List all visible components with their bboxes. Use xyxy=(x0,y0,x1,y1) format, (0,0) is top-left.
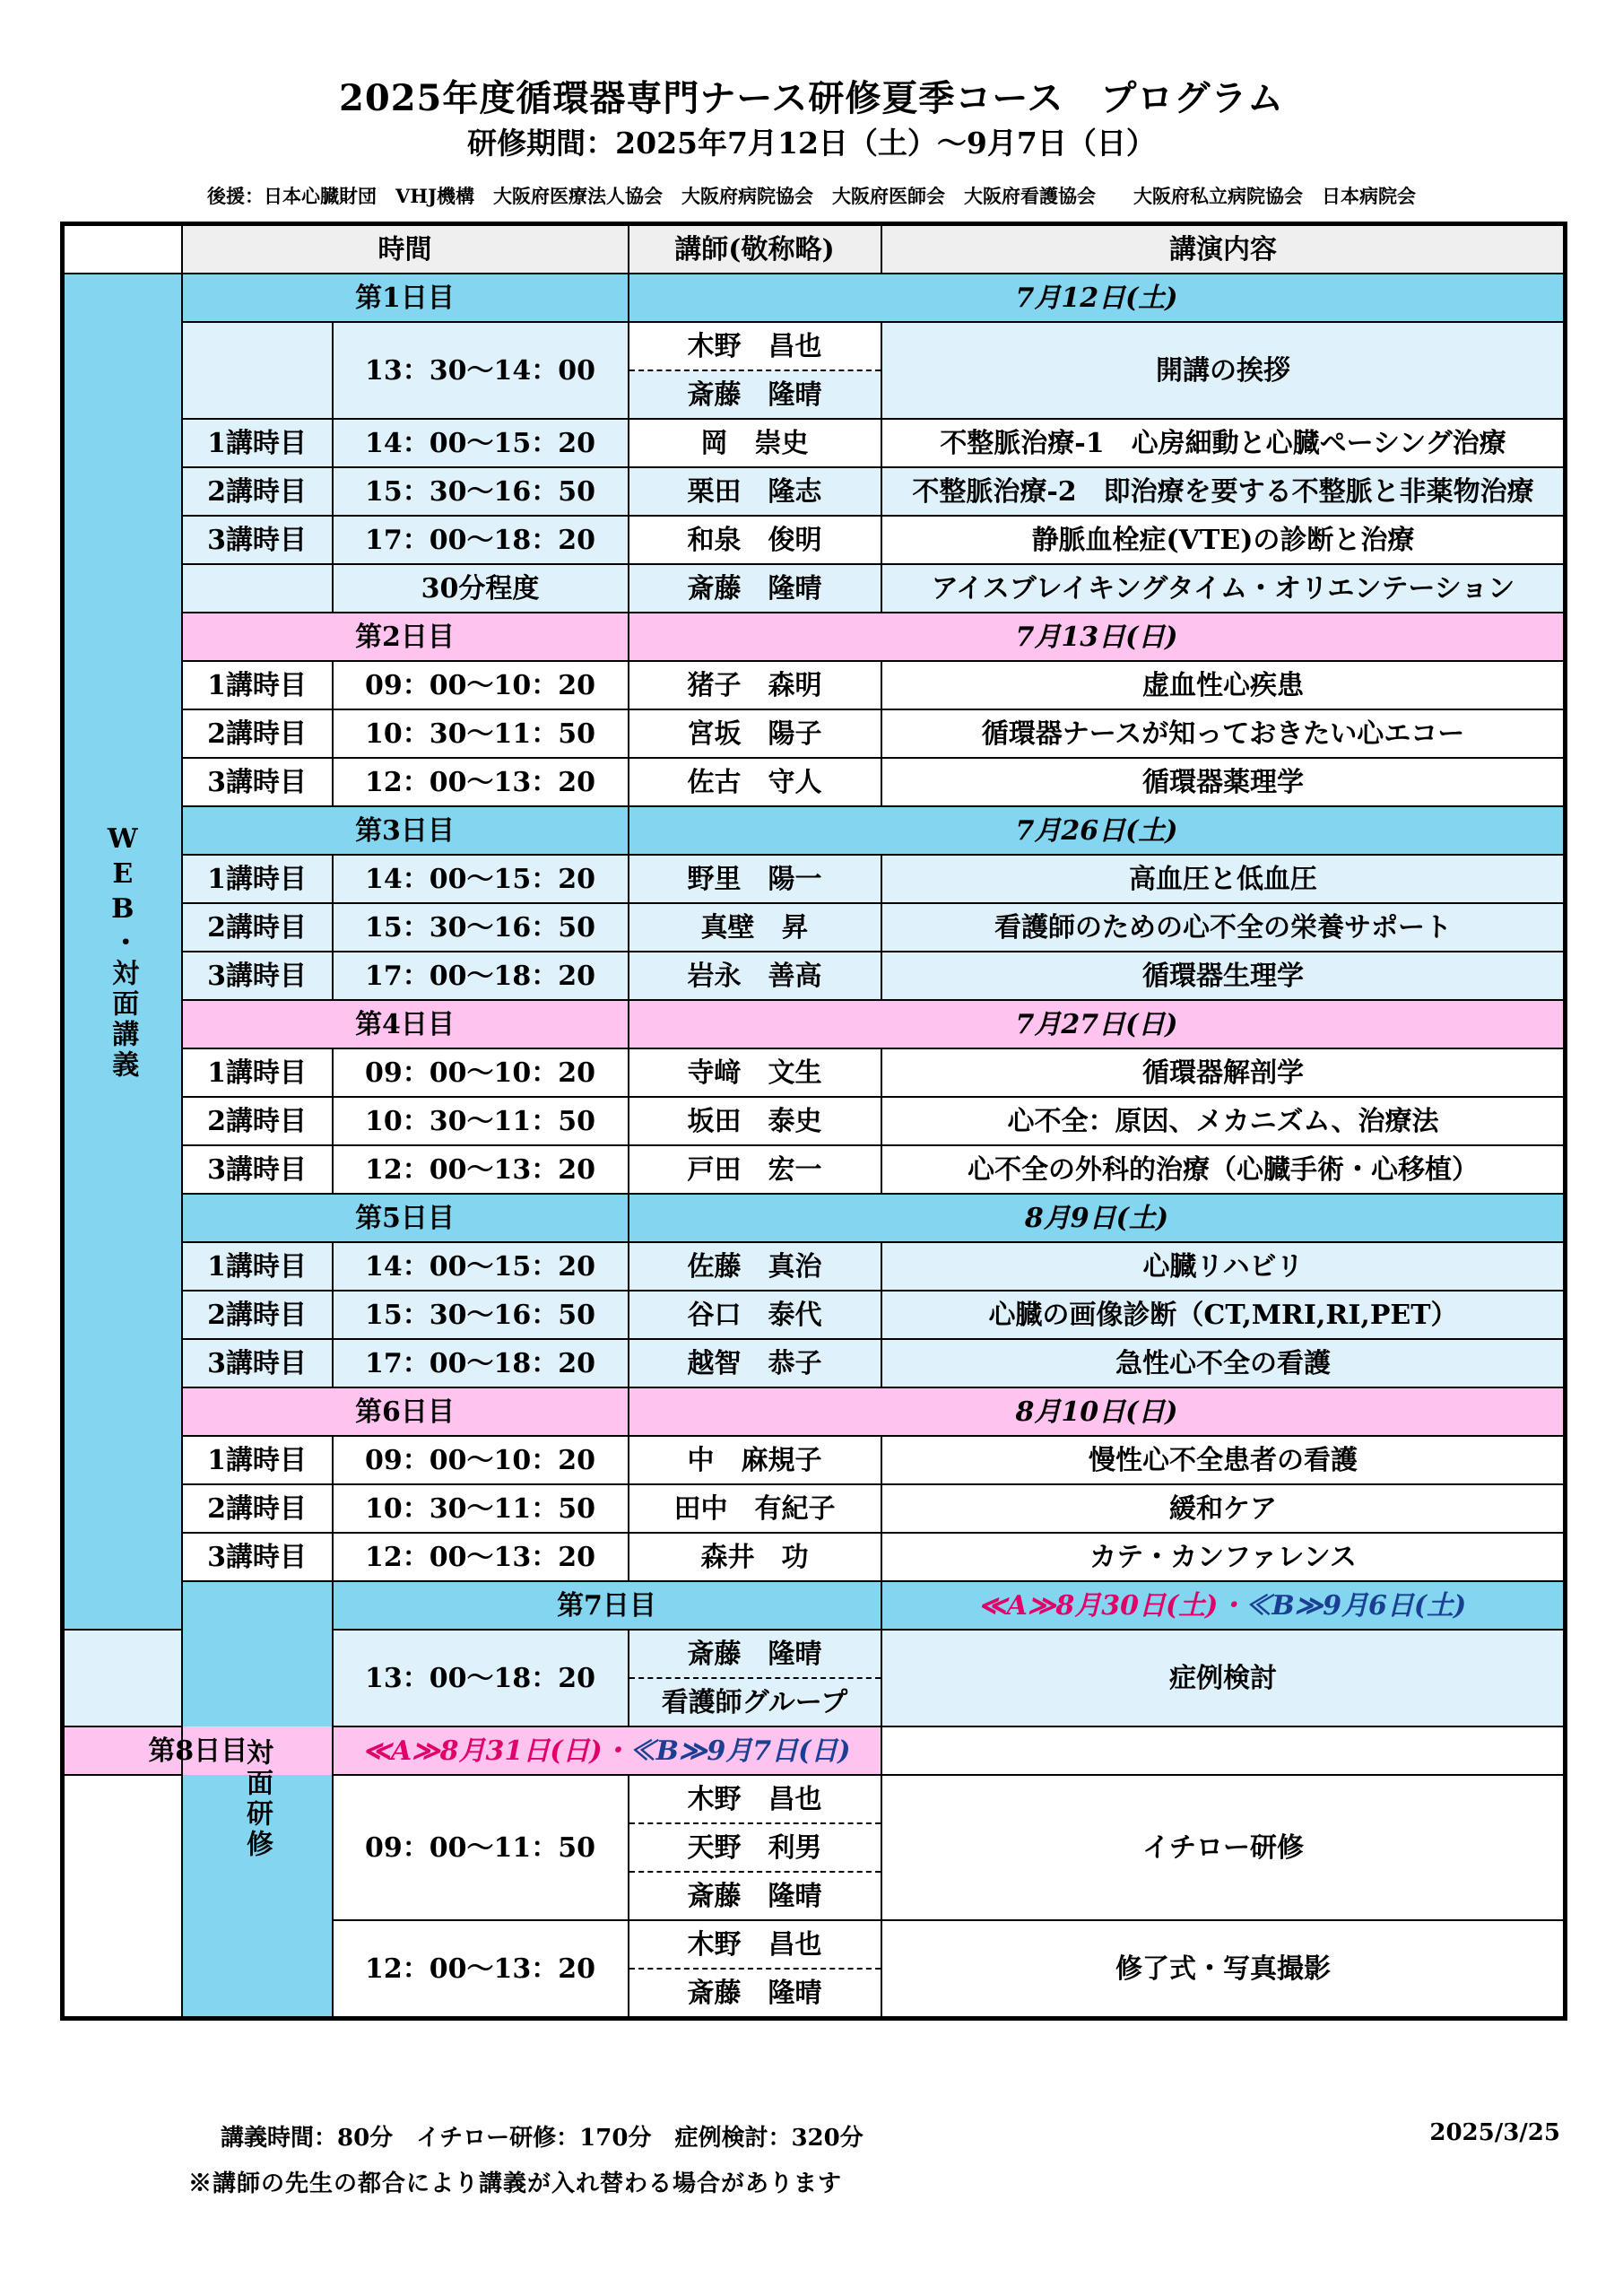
lecturer-cell: 木野 昌也 xyxy=(629,1775,881,1823)
content-cell: 開講の挨拶 xyxy=(881,322,1566,419)
lecturer-cell: 斎藤 隆晴 xyxy=(629,1630,881,1678)
lecturer-cell: 和泉 俊明 xyxy=(629,516,881,564)
content-cell: 循環器薬理学 xyxy=(881,758,1566,806)
header-time: 時間 xyxy=(182,224,629,274)
time-cell: 13：30～14：00 xyxy=(333,322,629,419)
lecturer-cell: 佐古 守人 xyxy=(629,758,881,806)
time-cell: 17：00～18：20 xyxy=(333,1339,629,1387)
period-cell: 3講時目 xyxy=(182,758,333,806)
table-row xyxy=(63,1242,1566,1291)
time-cell: 09：00～10：20 xyxy=(333,661,629,709)
table-header xyxy=(63,224,1566,274)
day-date: 7月26日(土) xyxy=(629,806,1566,855)
period-cell: 2講時目 xyxy=(182,467,333,516)
day-header xyxy=(63,1194,1566,1242)
day-label: 第7日目 xyxy=(333,1581,881,1630)
table-row xyxy=(63,1097,1566,1145)
table-row xyxy=(63,661,1566,709)
period-cell: 3講時目 xyxy=(182,952,333,1000)
header-lecturer: 講師(敬称略) xyxy=(629,224,881,274)
content-cell: 急性心不全の看護 xyxy=(881,1339,1566,1387)
period-cell: 1講時目 xyxy=(182,1242,333,1291)
period-cell: 3講時目 xyxy=(182,1533,333,1581)
table-row xyxy=(63,467,1566,516)
content-cell: 緩和ケア xyxy=(881,1484,1566,1533)
time-cell: 09：00～10：20 xyxy=(333,1436,629,1484)
header-content: 講演内容 xyxy=(881,224,1566,274)
header-blank xyxy=(63,224,182,274)
section-label-web: WEB・対面講義 xyxy=(63,274,182,1630)
date-a: ≪A≫8月30日(土) xyxy=(978,1589,1219,1622)
lecturer-cell: 田中 有紀子 xyxy=(629,1484,881,1533)
section-label-inperson: 対面研修 xyxy=(182,1581,333,2019)
period-cell: 2講時目 xyxy=(182,1097,333,1145)
day-label: 第2日目 xyxy=(182,613,629,661)
lecturer-cell: 戸田 宏一 xyxy=(629,1145,881,1194)
content-cell: 循環器解剖学 xyxy=(881,1048,1566,1097)
table-row xyxy=(63,419,1566,467)
time-cell: 15：30～16：50 xyxy=(333,467,629,516)
day-date: 8月10日(日) xyxy=(629,1387,1566,1436)
period-cell: 1講時目 xyxy=(182,1048,333,1097)
lecturer-cell: 斎藤 隆晴 xyxy=(629,1872,881,1920)
content-cell: 循環器生理学 xyxy=(881,952,1566,1000)
day-date: 8月9日(土) xyxy=(629,1194,1566,1242)
durations-note: 講義時間：80分 イチロー研修：170分 症例検討：320分 xyxy=(221,2125,864,2152)
time-cell: 09：00～10：20 xyxy=(333,1048,629,1097)
table-row xyxy=(63,1436,1566,1484)
content-cell: 心臓リハビリ xyxy=(881,1242,1566,1291)
lecturer-cell: 中 麻規子 xyxy=(629,1436,881,1484)
period-cell: 3講時目 xyxy=(182,516,333,564)
content-cell: イチロー研修 xyxy=(881,1775,1566,1920)
content-cell: 心不全：原因、メカニズム、治療法 xyxy=(881,1097,1566,1145)
table-row xyxy=(63,1339,1566,1387)
content-cell: 修了式・写真撮影 xyxy=(881,1920,1566,2019)
content-cell: 慢性心不全患者の看護 xyxy=(881,1436,1566,1484)
time-cell: 17：00～18：20 xyxy=(333,952,629,1000)
time-cell: 30分程度 xyxy=(333,564,629,613)
period-cell: 1講時目 xyxy=(182,1436,333,1484)
content-cell: 不整脈治療-2 即治療を要する不整脈と非薬物治療 xyxy=(881,467,1566,516)
table-row xyxy=(63,855,1566,903)
date-a: ≪A≫8月31日(日) xyxy=(362,1735,603,1767)
day-date: 7月12日(土) xyxy=(629,274,1566,322)
content-cell: 虚血性心疾患 xyxy=(881,661,1566,709)
period-cell: 2講時目 xyxy=(182,903,333,952)
sponsors: 後援：日本心臓財団 VHJ機構 大阪府医療法人協会 大阪府病院協会 大阪府医師会 大阪府看護協会 大阪府私立病院協会 日本病院会 xyxy=(206,185,1417,207)
table-row xyxy=(63,1048,1566,1097)
page-title: 2025年度循環器専門ナース研修夏季コース プログラム xyxy=(339,77,1284,119)
lecturer-cell: 真壁 昇 xyxy=(629,903,881,952)
time-cell: 12：00～13：20 xyxy=(333,1533,629,1581)
content-cell: 静脈血栓症(VTE)の診断と治療 xyxy=(881,516,1566,564)
table-row xyxy=(63,1291,1566,1339)
period-cell: 1講時目 xyxy=(182,855,333,903)
table-row xyxy=(63,709,1566,758)
time-cell: 10：30～11：50 xyxy=(333,1484,629,1533)
lecturer-cell: 斎藤 隆晴 xyxy=(629,564,881,613)
lecturer-cell: 木野 昌也 xyxy=(629,322,881,370)
date-b: ≪B≫9月6日(土) xyxy=(1245,1589,1467,1622)
date-separator: ・ xyxy=(602,1735,629,1767)
content-cell: カテ・カンファレンス xyxy=(881,1533,1566,1581)
table-row xyxy=(63,758,1566,806)
day-header xyxy=(63,1726,1566,1775)
day-header xyxy=(63,274,1566,322)
lecturer-cell: 越智 恭子 xyxy=(629,1339,881,1387)
day-header xyxy=(63,613,1566,661)
period-cell: 3講時目 xyxy=(182,1145,333,1194)
time-cell: 13：00～18：20 xyxy=(333,1630,629,1726)
lecturer-cell: 岩永 善高 xyxy=(629,952,881,1000)
table-row xyxy=(63,1145,1566,1194)
time-cell: 12：00～13：20 xyxy=(333,1920,629,2019)
day-label: 第1日目 xyxy=(182,274,629,322)
day-label: 第5日目 xyxy=(182,1194,629,1242)
period-cell: 2講時目 xyxy=(182,1484,333,1533)
date-separator: ・ xyxy=(1218,1589,1245,1622)
time-cell: 15：30～16：50 xyxy=(333,1291,629,1339)
document-date: 2025/3/25 xyxy=(1429,2119,1560,2146)
time-cell: 12：00～13：20 xyxy=(333,758,629,806)
day-header xyxy=(63,1000,1566,1048)
content-cell: 心臓の画像診断（CT,MRI,RI,PET） xyxy=(881,1291,1566,1339)
content-cell: 症例検討 xyxy=(881,1630,1566,1726)
table-row xyxy=(63,1484,1566,1533)
period-cell xyxy=(182,564,333,613)
period-cell: 1講時目 xyxy=(182,419,333,467)
content-cell: アイスブレイキングタイム・オリエンテーション xyxy=(881,564,1566,613)
program-table xyxy=(60,222,1567,2021)
time-cell: 09：00～11：50 xyxy=(333,1775,629,1920)
lecturer-cell: 岡 崇史 xyxy=(629,419,881,467)
lecturer-cell: 猪子 森明 xyxy=(629,661,881,709)
period-cell xyxy=(63,1775,182,2019)
day-label: 第8日目 xyxy=(63,1726,333,1775)
change-note: ※講師の先生の都合により講義が入れ替わる場合があります xyxy=(188,2170,843,2197)
time-cell: 14：00～15：20 xyxy=(333,855,629,903)
date-b: ≪B≫9月7日(日) xyxy=(629,1735,851,1767)
lecturer-cell: 野里 陽一 xyxy=(629,855,881,903)
day-date xyxy=(333,1726,881,1775)
table-row xyxy=(63,564,1566,613)
lecturer-cell: 看護師グループ xyxy=(629,1678,881,1726)
time-cell: 14：00～15：20 xyxy=(333,419,629,467)
table-row xyxy=(63,516,1566,564)
lecturer-cell: 斎藤 隆晴 xyxy=(629,1969,881,2019)
time-cell: 12：00～13：20 xyxy=(333,1145,629,1194)
table-row xyxy=(63,1533,1566,1581)
table-row xyxy=(63,952,1566,1000)
lecturer-cell: 栗田 隆志 xyxy=(629,467,881,516)
day-label: 第3日目 xyxy=(182,806,629,855)
lecturer-cell: 天野 利男 xyxy=(629,1823,881,1872)
period-cell xyxy=(182,322,333,419)
training-period: 研修期間：2025年7月12日（土）～9月7日（日） xyxy=(467,126,1156,161)
day-header xyxy=(63,806,1566,855)
table-row xyxy=(63,322,1566,370)
content-cell: 不整脈治療-1 心房細動と心臓ペーシング治療 xyxy=(881,419,1566,467)
lecturer-cell: 坂田 泰史 xyxy=(629,1097,881,1145)
content-cell: 循環器ナースが知っておきたい心エコー xyxy=(881,709,1566,758)
day-date xyxy=(881,1581,1566,1630)
period-cell: 2講時目 xyxy=(182,1291,333,1339)
lecturer-cell: 森井 功 xyxy=(629,1533,881,1581)
time-cell: 15：30～16：50 xyxy=(333,903,629,952)
lecturer-cell: 寺﨑 文生 xyxy=(629,1048,881,1097)
time-cell: 10：30～11：50 xyxy=(333,1097,629,1145)
day-header xyxy=(63,1387,1566,1436)
lecturer-cell: 斎藤 隆晴 xyxy=(629,370,881,419)
day-label: 第4日目 xyxy=(182,1000,629,1048)
day-label: 第6日目 xyxy=(182,1387,629,1436)
time-cell: 14：00～15：20 xyxy=(333,1242,629,1291)
period-cell: 1講時目 xyxy=(182,661,333,709)
day-date: 7月27日(日) xyxy=(629,1000,1566,1048)
lecturer-cell: 谷口 泰代 xyxy=(629,1291,881,1339)
time-cell: 17：00～18：20 xyxy=(333,516,629,564)
period-cell xyxy=(63,1630,182,1726)
day-header xyxy=(63,1581,1566,1630)
day-date: 7月13日(日) xyxy=(629,613,1566,661)
period-cell: 2講時目 xyxy=(182,709,333,758)
lecturer-cell: 宮坂 陽子 xyxy=(629,709,881,758)
period-cell: 3講時目 xyxy=(182,1339,333,1387)
content-cell: 高血圧と低血圧 xyxy=(881,855,1566,903)
content-cell: 看護師のための心不全の栄養サポート xyxy=(881,903,1566,952)
lecturer-cell: 木野 昌也 xyxy=(629,1920,881,1969)
content-cell: 心不全の外科的治療（心臓手術・心移植） xyxy=(881,1145,1566,1194)
time-cell: 10：30～11：50 xyxy=(333,709,629,758)
table-row xyxy=(63,903,1566,952)
lecturer-cell: 佐藤 真治 xyxy=(629,1242,881,1291)
